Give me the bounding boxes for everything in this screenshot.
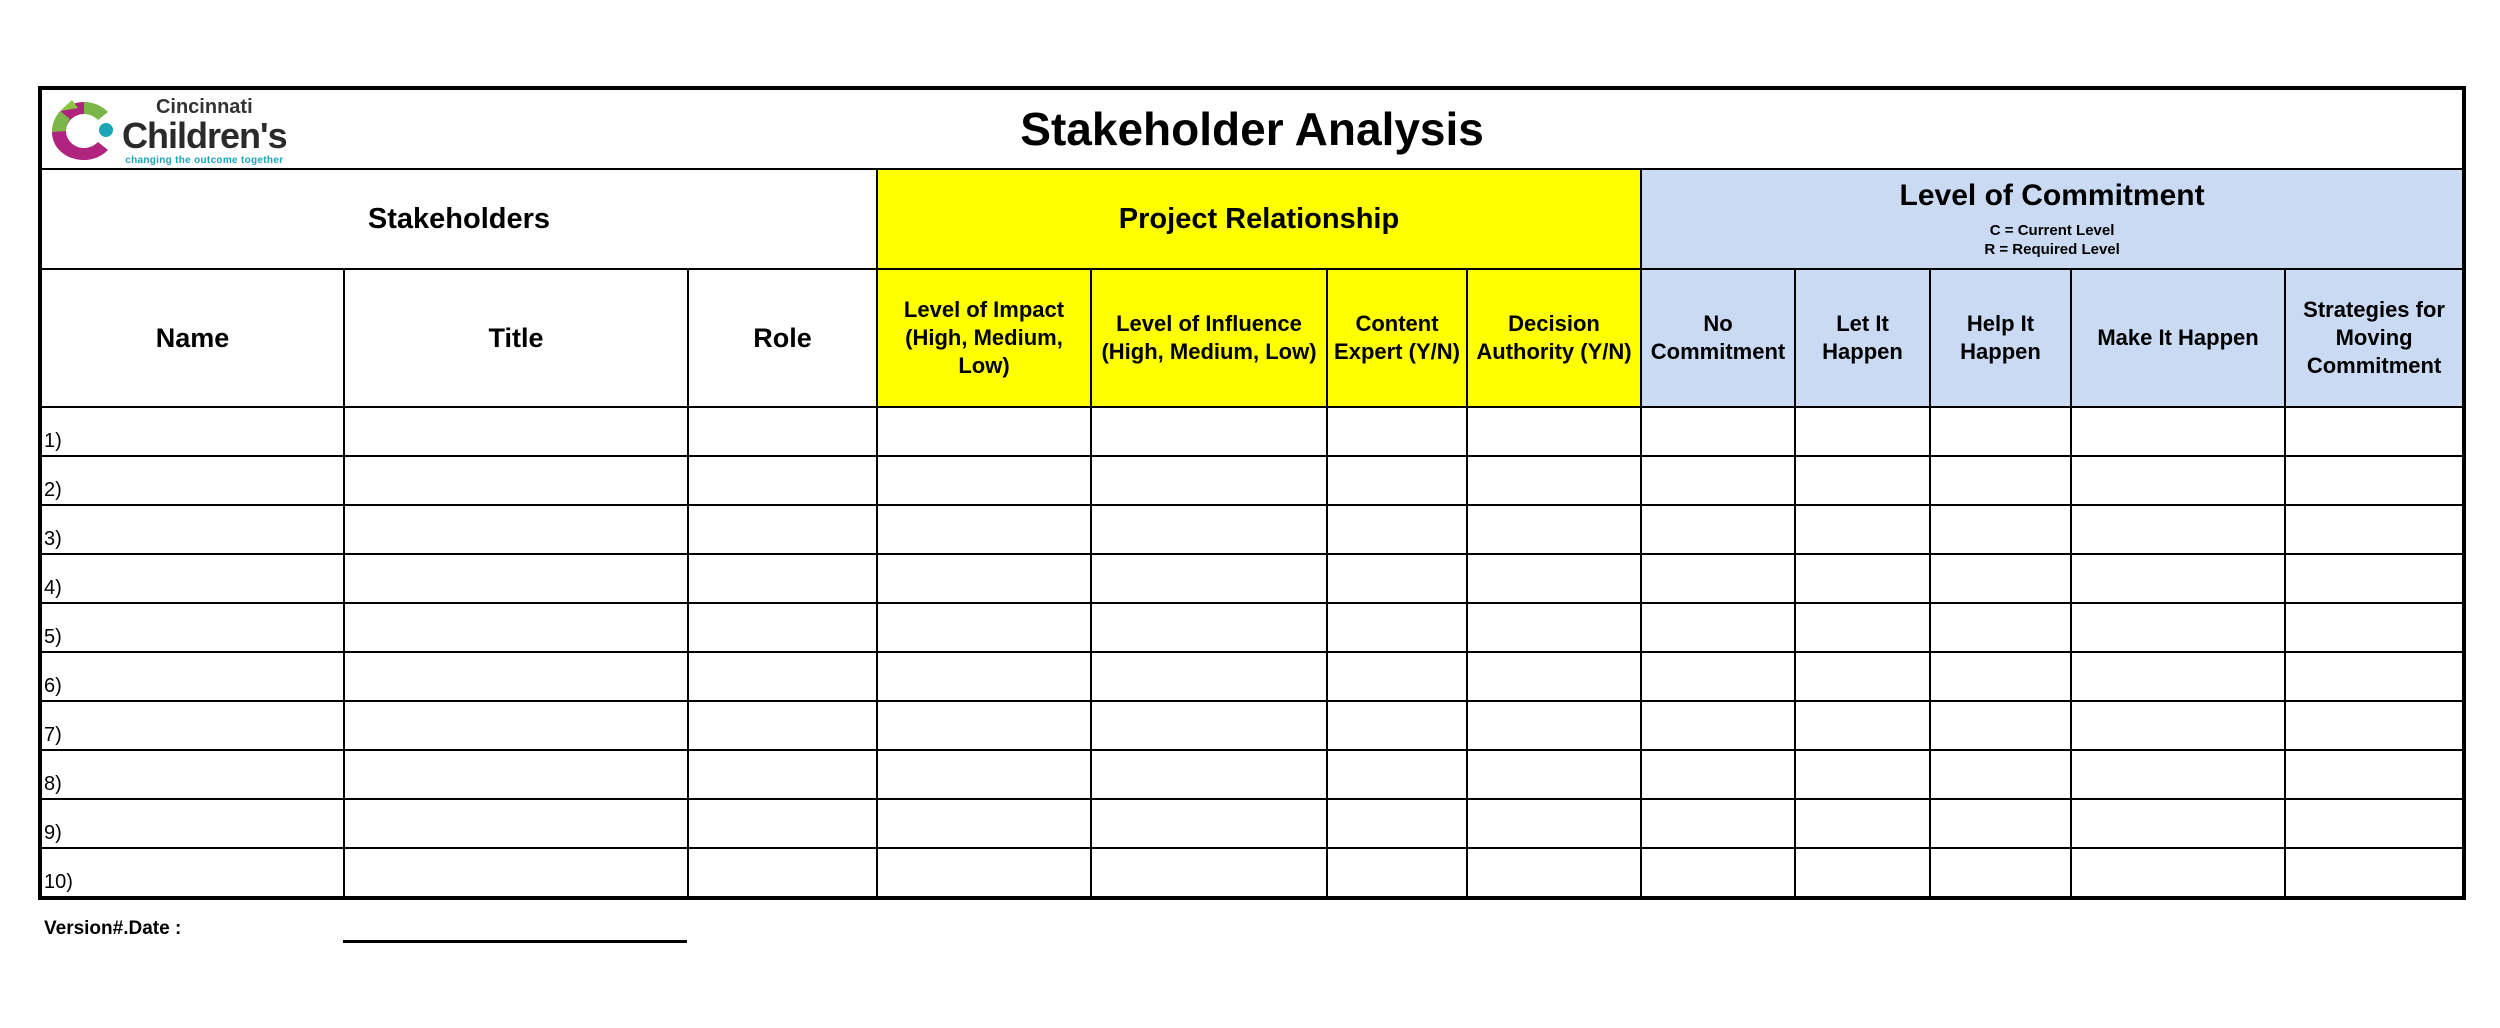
title-cell (40, 88, 2464, 169)
cell-decision-authority[interactable] (1467, 407, 1641, 456)
cell-decision-authority[interactable] (1467, 799, 1641, 848)
cell-content-expert[interactable] (1327, 652, 1467, 701)
logo-tagline: changing the outcome together (125, 154, 284, 166)
cell-impact[interactable] (877, 652, 1091, 701)
cell-influence[interactable] (1091, 701, 1327, 750)
cell-strategies[interactable] (2285, 554, 2464, 603)
cell-strategies[interactable] (2285, 407, 2464, 456)
cell-content-expert[interactable] (1327, 799, 1467, 848)
cell-impact[interactable] (877, 456, 1091, 505)
col-header-strategies: Strategies for Moving Commitment (2285, 269, 2464, 407)
col-header-title: Title (344, 269, 688, 407)
cell-content-expert[interactable] (1327, 848, 1467, 898)
group-project-relationship: Project Relationship (877, 169, 1641, 269)
cell-influence[interactable] (1091, 505, 1327, 554)
cell-no-commitment[interactable] (1641, 750, 1795, 799)
cell-title[interactable] (344, 848, 688, 898)
cell-strategies[interactable] (2285, 652, 2464, 701)
row-number: 1) (40, 407, 344, 456)
cell-role[interactable] (688, 554, 877, 603)
cell-role[interactable] (688, 701, 877, 750)
cell-content-expert[interactable] (1327, 554, 1467, 603)
cell-content-expert[interactable] (1327, 456, 1467, 505)
cell-help-it-happen[interactable] (1930, 554, 2071, 603)
cell-impact[interactable] (877, 701, 1091, 750)
cell-title[interactable] (344, 407, 688, 456)
row-number: 2) (40, 456, 344, 505)
cell-let-it-happen[interactable] (1795, 750, 1930, 799)
cell-no-commitment[interactable] (1641, 505, 1795, 554)
cell-decision-authority[interactable] (1467, 456, 1641, 505)
cell-decision-authority[interactable] (1467, 652, 1641, 701)
cell-influence[interactable] (1091, 799, 1327, 848)
cell-content-expert[interactable] (1327, 603, 1467, 652)
cell-impact[interactable] (877, 505, 1091, 554)
cell-role[interactable] (688, 407, 877, 456)
cell-strategies[interactable] (2285, 701, 2464, 750)
cell-influence[interactable] (1091, 456, 1327, 505)
cell-role[interactable] (688, 603, 877, 652)
cell-title[interactable] (344, 505, 688, 554)
cell-title[interactable] (344, 603, 688, 652)
cell-help-it-happen[interactable] (1930, 848, 2071, 898)
cell-decision-authority[interactable] (1467, 505, 1641, 554)
logo-line1: Cincinnati (155, 95, 253, 118)
logo-line2: Children's (122, 114, 287, 156)
cell-no-commitment[interactable] (1641, 554, 1795, 603)
cell-strategies[interactable] (2285, 848, 2464, 898)
cell-impact[interactable] (877, 603, 1091, 652)
cell-let-it-happen[interactable] (1795, 554, 1930, 603)
cell-title[interactable] (344, 701, 688, 750)
cell-make-it-happen[interactable] (2071, 701, 2285, 750)
cell-role[interactable] (688, 750, 877, 799)
cell-impact[interactable] (877, 799, 1091, 848)
cell-no-commitment[interactable] (1641, 407, 1795, 456)
cell-help-it-happen[interactable] (1930, 799, 2071, 848)
cell-influence[interactable] (1091, 554, 1327, 603)
cell-influence[interactable] (1091, 652, 1327, 701)
cell-strategies[interactable] (2285, 505, 2464, 554)
cell-impact[interactable] (877, 407, 1091, 456)
cell-make-it-happen[interactable] (2071, 456, 2285, 505)
row-number: 5) (40, 603, 344, 652)
cell-role[interactable] (688, 505, 877, 554)
cell-no-commitment[interactable] (1641, 848, 1795, 898)
cell-role[interactable] (688, 848, 877, 898)
row-number: 10) (40, 848, 344, 898)
cell-content-expert[interactable] (1327, 505, 1467, 554)
cell-let-it-happen[interactable] (1795, 456, 1930, 505)
cell-let-it-happen[interactable] (1795, 799, 1930, 848)
cell-strategies[interactable] (2285, 799, 2464, 848)
group-level-of-commitment (1641, 169, 2464, 269)
col-header-help-it-happen: Help It Happen (1930, 269, 2071, 407)
cell-help-it-happen[interactable] (1930, 505, 2071, 554)
cell-help-it-happen[interactable] (1930, 750, 2071, 799)
cell-make-it-happen[interactable] (2071, 407, 2285, 456)
cell-impact[interactable] (877, 848, 1091, 898)
cell-influence[interactable] (1091, 848, 1327, 898)
version-date-field[interactable] (343, 940, 687, 943)
cell-strategies[interactable] (2285, 750, 2464, 799)
commitment-title: Level of Commitment (1899, 179, 2205, 212)
cell-help-it-happen[interactable] (1930, 701, 2071, 750)
row-number: 7) (40, 701, 344, 750)
version-date-label: Version#.Date : (44, 918, 182, 939)
col-header-influence: Level of Influence (High, Medium, Low) (1091, 269, 1327, 407)
cell-influence[interactable] (1091, 750, 1327, 799)
col-header-content-expert: Content Expert (Y/N) (1327, 269, 1467, 407)
col-header-name: Name (40, 269, 344, 407)
cell-help-it-happen[interactable] (1930, 407, 2071, 456)
cell-help-it-happen[interactable] (1930, 603, 2071, 652)
cell-decision-authority[interactable] (1467, 603, 1641, 652)
cell-title[interactable] (344, 652, 688, 701)
cell-let-it-happen[interactable] (1795, 505, 1930, 554)
cell-let-it-happen[interactable] (1795, 701, 1930, 750)
cell-role[interactable] (688, 456, 877, 505)
cell-influence[interactable] (1091, 603, 1327, 652)
cell-title[interactable] (344, 799, 688, 848)
stakeholder-table (38, 86, 2466, 900)
cell-no-commitment[interactable] (1641, 652, 1795, 701)
cell-decision-authority[interactable] (1467, 701, 1641, 750)
cell-influence[interactable] (1091, 407, 1327, 456)
col-header-no-commitment: No Commitment (1641, 269, 1795, 407)
cincinnati-childrens-logo (44, 96, 304, 166)
col-header-impact: Level of Impact (High, Medium, Low) (877, 269, 1091, 407)
row-number: 8) (40, 750, 344, 799)
col-header-make-it-happen: Make It Happen (2071, 269, 2285, 407)
commitment-note-current: C = Current Level (1989, 222, 2115, 239)
cell-role[interactable] (688, 652, 877, 701)
cell-no-commitment[interactable] (1641, 456, 1795, 505)
cell-make-it-happen[interactable] (2071, 505, 2285, 554)
col-header-role: Role (688, 269, 877, 407)
cell-make-it-happen[interactable] (2071, 799, 2285, 848)
cell-let-it-happen[interactable] (1795, 603, 1930, 652)
col-header-let-it-happen: Let It Happen (1795, 269, 1930, 407)
cell-decision-authority[interactable] (1467, 554, 1641, 603)
cell-no-commitment[interactable] (1641, 799, 1795, 848)
cell-content-expert[interactable] (1327, 701, 1467, 750)
cell-decision-authority[interactable] (1467, 848, 1641, 898)
cell-decision-authority[interactable] (1467, 750, 1641, 799)
row-number: 6) (40, 652, 344, 701)
cell-make-it-happen[interactable] (2071, 603, 2285, 652)
cell-strategies[interactable] (2285, 456, 2464, 505)
cell-let-it-happen[interactable] (1795, 652, 1930, 701)
page-title: Stakeholder Analysis (1020, 103, 1484, 155)
cell-content-expert[interactable] (1327, 407, 1467, 456)
cell-make-it-happen[interactable] (2071, 848, 2285, 898)
cell-impact[interactable] (877, 750, 1091, 799)
cell-make-it-happen[interactable] (2071, 750, 2285, 799)
cell-let-it-happen[interactable] (1795, 407, 1930, 456)
cell-title[interactable] (344, 750, 688, 799)
row-number: 4) (40, 554, 344, 603)
cell-make-it-happen[interactable] (2071, 652, 2285, 701)
cell-no-commitment[interactable] (1641, 603, 1795, 652)
cell-let-it-happen[interactable] (1795, 848, 1930, 898)
commitment-note-required: R = Required Level (1984, 241, 2120, 258)
cell-impact[interactable] (877, 554, 1091, 603)
row-number: 9) (40, 799, 344, 848)
logo-mark-icon (44, 96, 120, 166)
cell-role[interactable] (688, 799, 877, 848)
row-number: 3) (40, 505, 344, 554)
cell-make-it-happen[interactable] (2071, 554, 2285, 603)
group-stakeholders: Stakeholders (40, 169, 877, 269)
cell-help-it-happen[interactable] (1930, 456, 2071, 505)
cell-title[interactable] (344, 554, 688, 603)
cell-title[interactable] (344, 456, 688, 505)
col-header-decision-authority: Decision Authority (Y/N) (1467, 269, 1641, 407)
cell-help-it-happen[interactable] (1930, 652, 2071, 701)
cell-content-expert[interactable] (1327, 750, 1467, 799)
cell-no-commitment[interactable] (1641, 701, 1795, 750)
cell-strategies[interactable] (2285, 603, 2464, 652)
